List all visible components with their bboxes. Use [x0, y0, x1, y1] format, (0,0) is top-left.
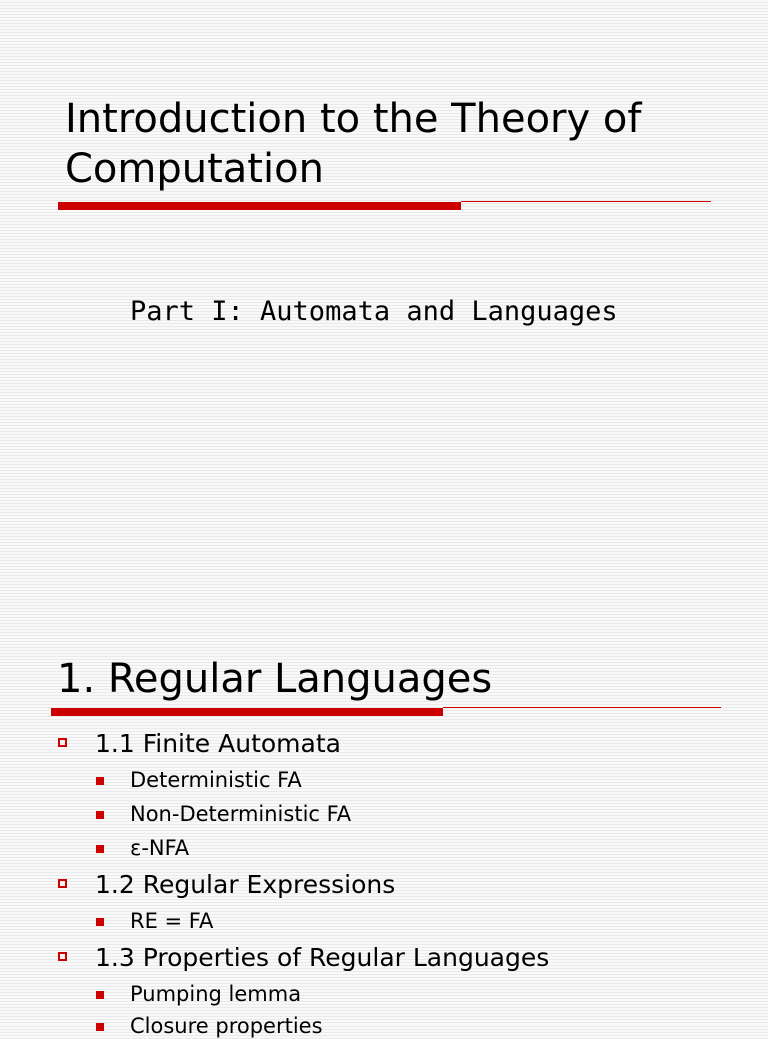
title-underline-thick: [58, 202, 461, 210]
section-1-2: [95, 870, 395, 900]
slide-subtitle: Part I: Automata and Languages: [130, 296, 618, 327]
list-item: [130, 801, 351, 827]
list-item-label: Non-Deterministic FA: [130, 802, 352, 826]
filled-square-bullet-icon: [96, 1023, 104, 1031]
filled-square-bullet-icon: [96, 918, 104, 926]
slide-title-heading: Introduction to the Theory of Computation: [65, 96, 642, 192]
section-label: 1.1 Finite Automata: [95, 729, 341, 758]
list-item-label: RE = FA: [130, 909, 214, 933]
list-item-label: Closure properties: [130, 1014, 323, 1038]
filled-square-bullet-icon: [96, 845, 104, 853]
list-item: [130, 908, 213, 934]
hollow-square-bullet-icon: [58, 879, 67, 888]
section-label: 1.2 Regular Expressions: [95, 870, 396, 899]
section-1-3: [95, 943, 549, 973]
list-item: [130, 1013, 323, 1039]
section-title-heading: 1. Regular Languages: [57, 656, 493, 702]
list-item-label: Deterministic FA: [130, 768, 302, 792]
filled-square-bullet-icon: [96, 777, 104, 785]
section-underline-thick: [51, 708, 443, 716]
list-item-label: ε-NFA: [130, 836, 190, 860]
section-label: 1.3 Properties of Regular Languages: [95, 943, 550, 972]
filled-square-bullet-icon: [96, 811, 104, 819]
list-item: [130, 767, 302, 793]
filled-square-bullet-icon: [96, 991, 104, 999]
title-underline-thin: [461, 201, 711, 202]
list-item: [130, 981, 301, 1007]
hollow-square-bullet-icon: [58, 738, 67, 747]
list-item-label: Pumping lemma: [130, 982, 302, 1006]
section-underline-thin: [443, 707, 721, 708]
hollow-square-bullet-icon: [58, 952, 67, 961]
slide-regular-languages: [0, 640, 768, 1038]
section-1-1: [95, 729, 341, 759]
list-item: [130, 835, 189, 861]
